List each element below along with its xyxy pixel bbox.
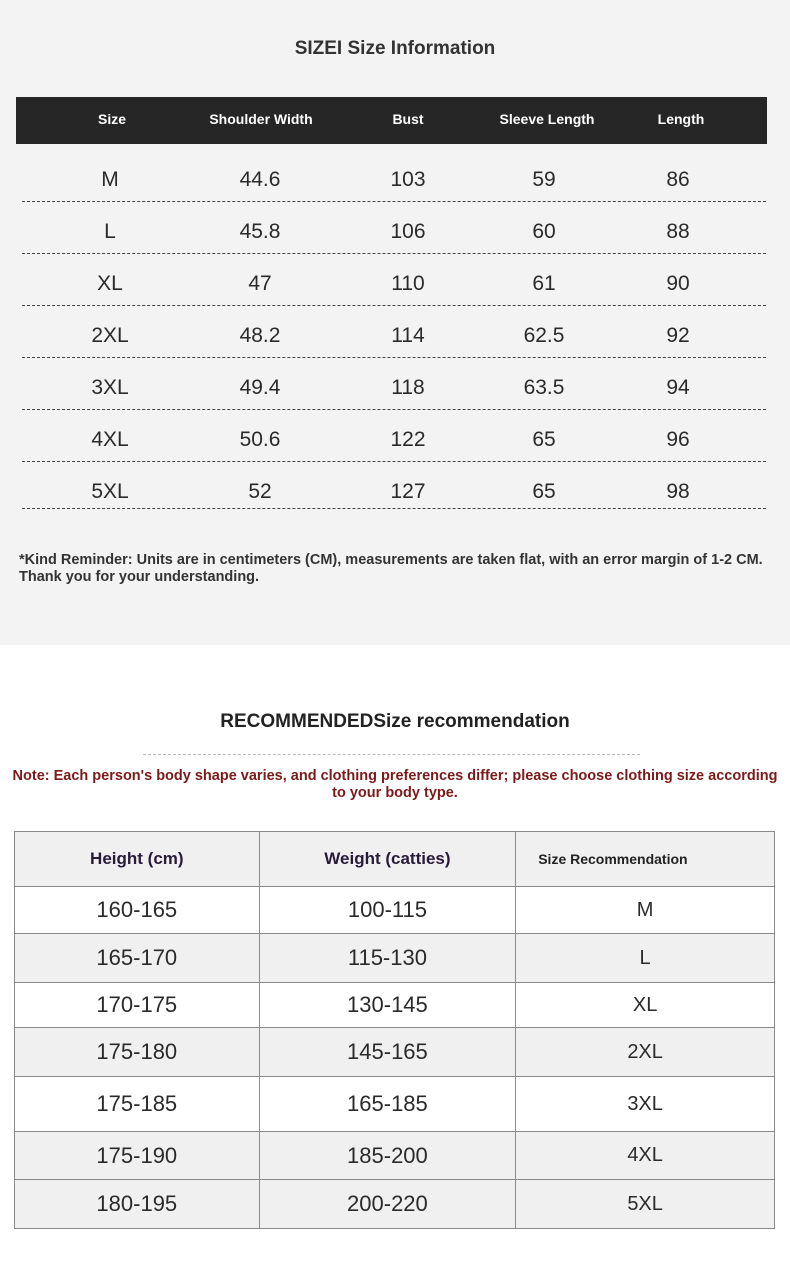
cell-weight: 100-115 — [259, 887, 516, 934]
cell-height: 175-190 — [15, 1132, 260, 1180]
cell-size: 5XL — [91, 480, 129, 503]
cell-weight: 185-200 — [259, 1132, 516, 1180]
cell-shoulder-width: 50.6 — [239, 428, 281, 451]
header-sleeve-length: Sleeve Length — [499, 111, 595, 127]
cell-height: 175-185 — [15, 1077, 260, 1132]
table-header-row — [15, 832, 775, 887]
cell-bust: 103 — [390, 168, 426, 191]
cell-bust: 110 — [391, 272, 425, 295]
cell-weight: 200-220 — [259, 1180, 516, 1229]
cell-height: 170-175 — [15, 983, 260, 1028]
cell-size: 5XL — [516, 1180, 775, 1229]
header-bust: Bust — [392, 111, 424, 127]
cell-sleeve-length: 62.5 — [523, 324, 565, 347]
table-row — [15, 1180, 775, 1229]
table-row — [22, 202, 766, 254]
cell-shoulder-width: 44.6 — [239, 168, 281, 191]
cell-length: 96 — [666, 428, 690, 451]
cell-sleeve-length: 59 — [532, 168, 556, 191]
cell-bust: 127 — [390, 480, 426, 503]
header-shoulder-width: Shoulder Width — [209, 111, 313, 127]
cell-sleeve-length: 60 — [532, 220, 556, 243]
cell-size: 3XL — [516, 1077, 775, 1132]
cell-height: 175-180 — [15, 1028, 260, 1077]
cell-weight: 115-130 — [259, 934, 516, 983]
table-row — [15, 887, 775, 934]
table-row — [22, 462, 766, 509]
header-length: Length — [657, 111, 705, 127]
table-row — [22, 306, 766, 358]
cell-size: 2XL — [91, 324, 129, 347]
header-height: Height (cm) — [15, 832, 260, 887]
cell-weight: 145-165 — [259, 1028, 516, 1077]
cell-sleeve-length: 65 — [532, 480, 556, 503]
recommendation-title: RECOMMENDEDSize recommendation — [220, 711, 570, 732]
table-row — [15, 983, 775, 1028]
cell-sleeve-length: 65 — [532, 428, 556, 451]
table-row — [22, 358, 766, 410]
cell-weight: 165-185 — [259, 1077, 516, 1132]
cell-length: 94 — [666, 376, 690, 399]
cell-shoulder-width: 48.2 — [239, 324, 281, 347]
cell-bust: 122 — [390, 428, 426, 451]
cell-size: 2XL — [516, 1028, 775, 1077]
cell-size: XL — [97, 272, 123, 295]
cell-sleeve-length: 63.5 — [523, 376, 565, 399]
cell-size: 3XL — [91, 376, 129, 399]
cell-size: M — [101, 168, 119, 191]
cell-height: 165-170 — [15, 934, 260, 983]
cell-size: XL — [516, 983, 775, 1028]
cell-length: 88 — [666, 220, 690, 243]
cell-length: 98 — [666, 480, 690, 503]
size-table-header — [16, 97, 767, 144]
table-row — [15, 934, 775, 983]
cell-height: 180-195 — [15, 1180, 260, 1229]
cell-height: 160-165 — [15, 887, 260, 934]
table-row — [15, 1132, 775, 1180]
cell-bust: 106 — [390, 220, 426, 243]
cell-shoulder-width: 47 — [248, 272, 272, 295]
cell-size: L — [516, 934, 775, 983]
cell-shoulder-width: 49.4 — [239, 376, 281, 399]
table-row — [15, 1028, 775, 1077]
recommendation-note: Note: Each person's body shape varies, and clothing preferences differ; please choose clothing size according to your body type. — [12, 768, 778, 801]
cell-size: M — [516, 887, 775, 934]
recommendation-table — [14, 831, 775, 1229]
cell-shoulder-width: 52 — [248, 480, 272, 503]
table-row — [15, 1077, 775, 1132]
header-weight: Weight (catties) — [259, 832, 516, 887]
cell-shoulder-width: 45.8 — [239, 220, 281, 243]
cell-size: 4XL — [516, 1132, 775, 1180]
table-row — [22, 410, 766, 462]
header-size-recommendation: Size Recommendation — [516, 832, 775, 887]
cell-bust: 118 — [391, 376, 425, 399]
cell-sleeve-length: 61 — [532, 272, 556, 295]
table-row — [22, 254, 766, 306]
cell-bust: 114 — [391, 324, 425, 347]
cell-length: 90 — [666, 272, 690, 295]
cell-size: 4XL — [91, 428, 129, 451]
table-row — [22, 150, 766, 202]
divider — [143, 754, 640, 755]
cell-weight: 130-145 — [259, 983, 516, 1028]
size-info-title: SIZEI Size Information — [294, 38, 496, 59]
cell-size: L — [104, 220, 116, 243]
kind-reminder: *Kind Reminder: Units are in centimeters (CM), measurements are taken flat, with an error margin of 1-2 CM. Thank you for your understanding. — [19, 552, 763, 585]
cell-length: 92 — [666, 324, 690, 347]
cell-length: 86 — [666, 168, 690, 191]
header-size: Size — [97, 111, 127, 127]
